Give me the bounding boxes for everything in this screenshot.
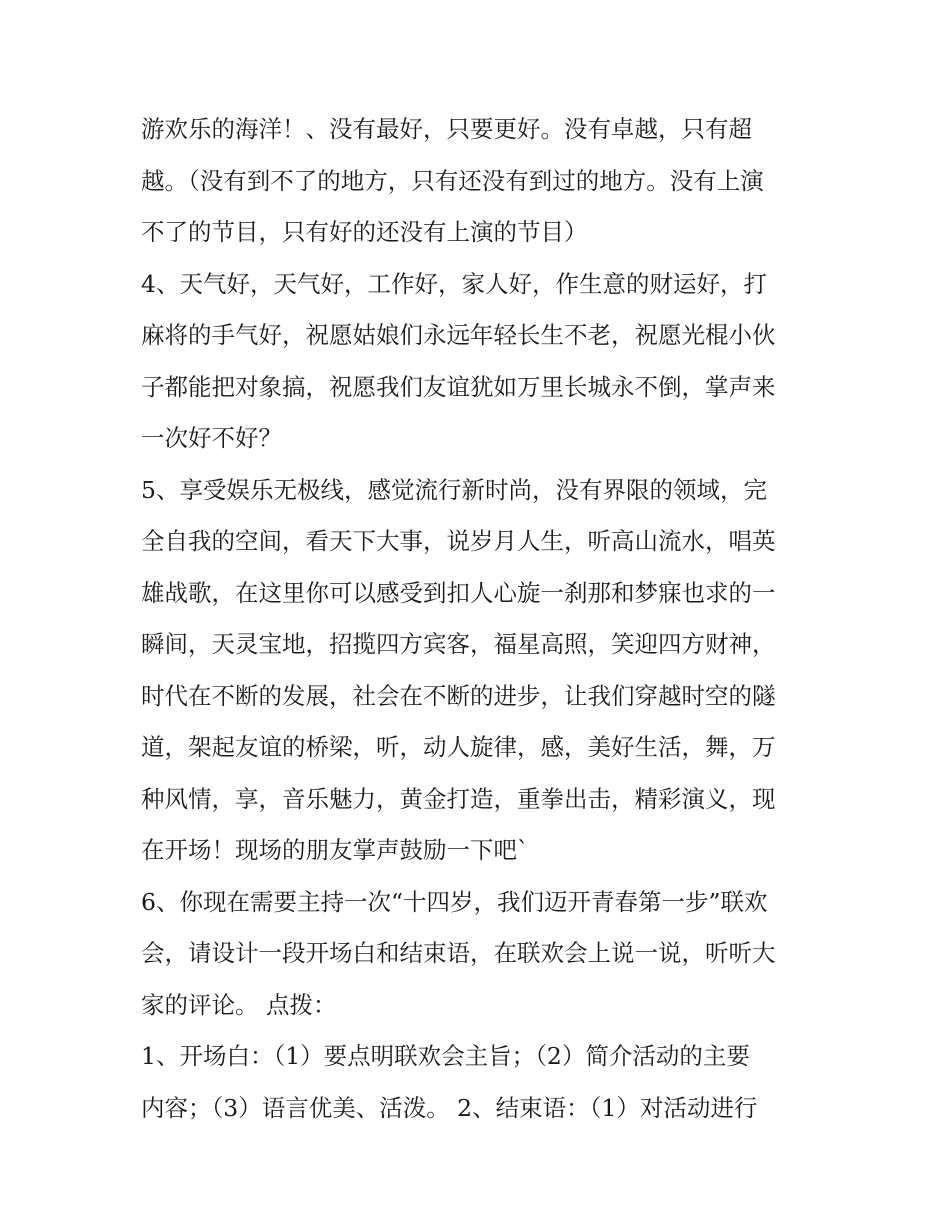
text-line-8: 5、享受娱乐无极线，感觉流行新时尚，没有界限的领域，完 [141,475,767,504]
text-line-15: 在开场！现场的朋友掌声鼓励一下吧` [141,836,529,864]
text-line-1: 游欢乐的海洋！、没有最好，只要更好。没有卓越，只有超 [141,115,752,143]
text-line-4: 4、天气好，天气好，工作好，家人好，作生意的财运好，打 [141,269,767,298]
text-line-13: 道，架起友谊的桥梁，听，动人旋律，感，美好生活，舞，万 [141,733,776,761]
text-line-2: 越。（没有到不了的地方，只有还没有到过的地方。没有上演 [141,166,764,195]
text-line-5: 麻将的手气好，祝愿姑娘们永远年轻长生不老，祝愿光棍小伙 [141,321,776,349]
text-line-9: 全自我的空间，看天下大事，说岁月人生，听高山流水，唱英 [141,527,776,555]
text-line-6: 子都能把对象搞，祝愿我们友谊犹如万里长城永不倒，掌声来 [141,372,776,401]
text-line-19: 1、开场白：（1）要点明联欢会主旨；（2）简介活动的主要 [141,1042,750,1070]
text-line-11: 瞬间，天灵宝地，招揽四方宾客，福星高照，笑迎四方财神， [141,630,776,658]
text-line-7: 一次好不好？ [141,424,282,452]
text-line-3: 不了的节目，只有好的还没有上演的节目） [141,218,588,246]
text-line-12: 时代在不断的发展，社会在不断的进步，让我们穿越时空的隧 [141,681,776,710]
text-line-18: 家的评论。 点拨： [141,990,337,1019]
text-line-14: 种风情，享，音乐魅力，黄金打造，重拳出击，精彩演义，现 [141,784,776,813]
text-line-17: 会，请设计一段开场白和结束语，在联欢会上说一说，听听大 [141,939,776,967]
body-text [141,104,821,1134]
text-line-20: 内容；（3）语言优美、活泼。 2、结束语：（1）对活动进行 [141,1093,758,1122]
text-line-16: 6、你现在需要主持一次“十四岁，我们迈开青春第一步”联欢 [141,887,768,916]
text-line-10: 雄战歌，在这里你可以感受到扣人心旋一刹那和梦寐也求的一 [141,578,776,607]
